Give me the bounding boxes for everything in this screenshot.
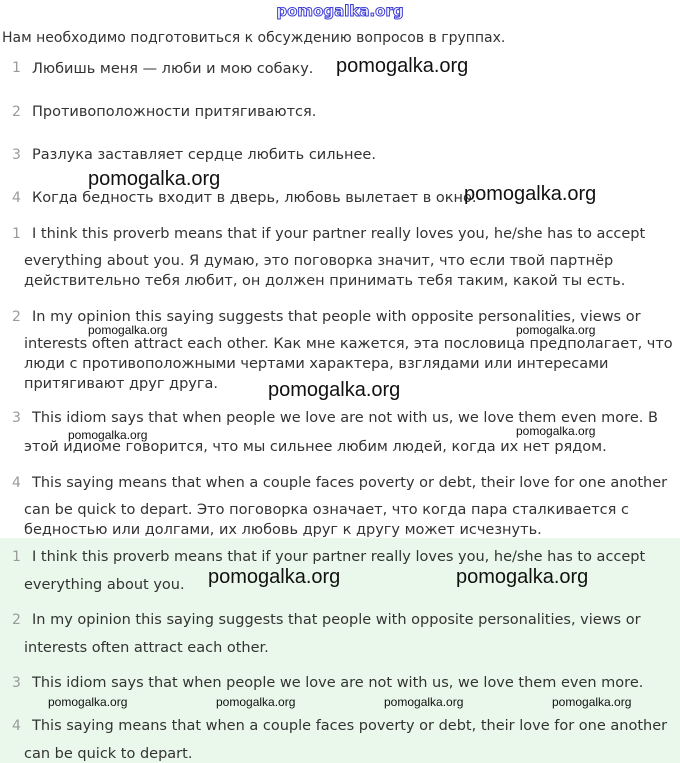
proverb-text: Противоположности притягиваются.	[32, 104, 317, 120]
watermark: pomogalka.org	[456, 566, 589, 588]
watermark: pomogalka.org	[464, 183, 597, 205]
answer-number: 2	[12, 612, 21, 628]
translation-line: этой идиоме говорится, что мы сильнее любим людей, когда их нет рядом.	[24, 439, 607, 455]
translation-number: 1	[12, 226, 21, 242]
proverb-number: 2	[12, 104, 21, 120]
answer-number: 1	[12, 549, 21, 565]
intro-text: Нам необходимо подготовиться к обсуждению вопросов в группах.	[2, 30, 506, 46]
answer-line: interests often attract each other.	[24, 640, 269, 656]
translation-line: притягивают друг друга.	[24, 376, 218, 392]
proverb-text: Когда бедность входит в дверь, любовь вылетает в окно.	[32, 190, 477, 206]
translation-line: This saying means that when a couple faces poverty or debt, their love for one another	[32, 475, 668, 491]
translation-line: действительно тебя любит, он должен принимать тебя таким, какой ты есть.	[24, 273, 626, 289]
watermark: pomogalka.org	[88, 168, 221, 190]
watermark: pomogalka.org	[384, 695, 464, 709]
watermark: pomogalka.org	[268, 379, 401, 401]
translation-number: 4	[12, 475, 21, 491]
translation-line: This idiom says that when people we love are not with us, we love them even more. В	[32, 410, 658, 426]
watermark: pomogalka.org	[208, 566, 341, 588]
watermark: pomogalka.org	[336, 55, 469, 77]
proverb-text: Разлука заставляет сердце любить сильнее.	[32, 147, 376, 163]
translation-line: interests often attract each other. Как мне кажется, эта пословица предполагает, что	[24, 336, 673, 352]
answer-line: In my opinion this saying suggests that people with opposite personalities, views or	[32, 612, 641, 628]
answer-line: This idiom says that when people we love are not with us, we love them even more.	[32, 675, 644, 691]
proverb-number: 4	[12, 190, 21, 206]
watermark: pomogalka.org	[516, 424, 596, 438]
watermark: pomogalka.org	[48, 695, 128, 709]
translation-line: люди с противоположными чертами характера, взглядами или интересами	[24, 356, 609, 372]
translation-line: In my opinion this saying suggests that people with opposite personalities, views or	[32, 309, 641, 325]
translation-line: I think this proverb means that if your partner really loves you, he/she has to accept	[32, 226, 646, 242]
watermark: pomogalka.org	[552, 695, 632, 709]
watermark: pomogalka.org	[68, 428, 148, 442]
proverb-number: 3	[12, 147, 21, 163]
translation-number: 3	[12, 410, 21, 426]
watermark: pomogalka.org	[216, 695, 296, 709]
answer-line: everything about you.	[24, 577, 185, 593]
answer-line: This saying means that when a couple faces poverty or debt, their love for one another	[32, 718, 668, 734]
watermark: pomogalka.org	[88, 323, 168, 337]
translation-line: бедностью или долгами, их любовь друг к другу может исчезнуть.	[24, 522, 542, 538]
answer-number: 4	[12, 718, 21, 734]
translation-number: 2	[12, 309, 21, 325]
answer-line: I think this proverb means that if your partner really loves you, he/she has to accept	[32, 549, 646, 565]
answer-line: can be quick to depart.	[24, 746, 193, 762]
watermark: pomogalka.org	[516, 323, 596, 337]
translation-line: everything about you. Я думаю, это поговорка значит, что если твой партнёр	[24, 253, 614, 269]
translation-line: can be quick to depart. Это поговорка означает, что когда пара сталкивается с	[24, 502, 629, 518]
proverb-number: 1	[12, 60, 21, 76]
site-title[interactable]: pomogalka.org	[276, 2, 404, 20]
answer-number: 3	[12, 675, 21, 691]
proverb-text: Любишь меня — люби и мою собаку.	[32, 61, 314, 77]
